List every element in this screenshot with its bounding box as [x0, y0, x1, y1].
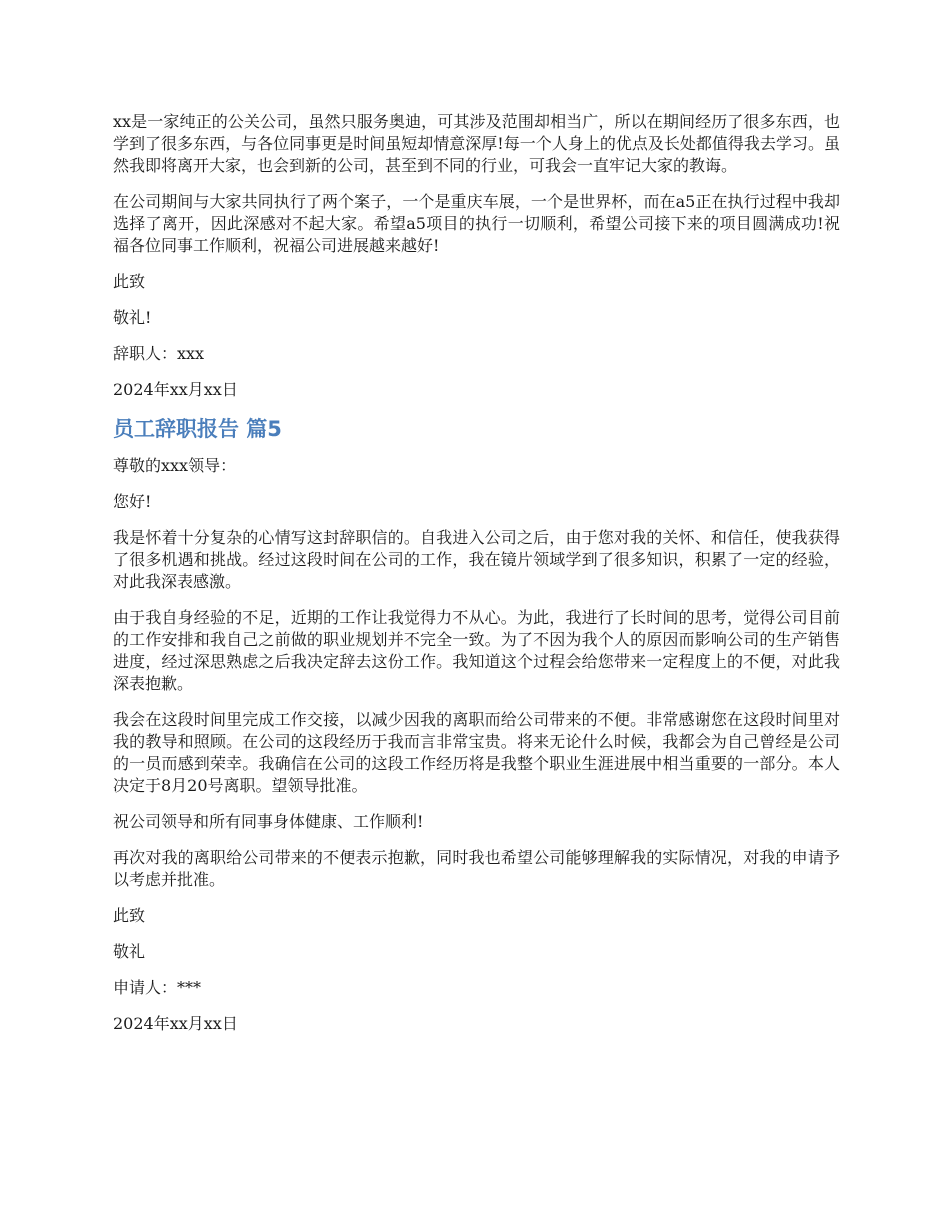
closing-regards: 敬礼: [113, 942, 146, 961]
body-paragraph-gratitude: 我是怀着十分复杂的心情写这封辞职信的。自我进入公司之后，由于您对我的关怀、和信任，使我获得了很多机遇和挑战。经过这段时间在公司的工作，我在镜片领域学到了很多知识，积累了一定的经验，对此我深表感激。: [113, 528, 840, 591]
closing-salutation: 此致: [113, 272, 146, 291]
greeting-hello: 您好!: [113, 492, 152, 511]
body-paragraph-apology: 再次对我的离职给公司带来的不便表示抱歉，同时我也希望公司能够理解我的实际情况，对我的申请予以考虑并批准。: [113, 848, 840, 889]
body-paragraph-handover: 我会在这段时间里完成工作交接，以减少因我的离职而给公司带来的不便。非常感谢您在这段时间里对我的教导和照顾。在公司的这段经历于我而言非常宝贵。将来无论什么时候，我都会为自己曾经是公司的一员而感到荣幸。我确信在公司的这段工作经历将是我整个职业生涯进展中相当重要的一部分。本人决定于8月20号离职。望领导批准。: [113, 710, 840, 795]
intro-paragraph: xx是一家纯正的公关公司，虽然只服务奥迪，可其涉及范围却相当广，所以在期间经历了很多东西，也学到了很多东西，与各位同事更是时间虽短却情意深厚!每一个人身上的优点及长处都值得我去学习。虽然我即将离开大家，也会到新的公司，甚至到不同的行业，可我会一直牢记大家的教诲。: [113, 112, 840, 175]
signature-line: 辞职人：xxx: [113, 344, 205, 363]
signature-line: 申请人：***: [113, 978, 202, 997]
section-heading: 员工辞职报告 篇5: [113, 417, 282, 441]
document-page: [113, 111, 840, 1049]
projects-paragraph: 在公司期间与大家共同执行了两个案子，一个是重庆车展，一个是世界杯，而在a5正在执行过程中我却选择了离开，因此深感对不起大家。希望a5项目的执行一切顺利，希望公司接下来的项目圆满成功!祝福各位同事工作顺利，祝福公司进展越来越好!: [113, 192, 840, 255]
date-line: 2024年xx月xx日: [113, 1014, 238, 1033]
closing-salutation: 此致: [113, 906, 146, 925]
body-paragraph-reason: 由于我自身经验的不足，近期的工作让我觉得力不从心。为此，我进行了长时间的思考，觉得公司目前的工作安排和我自己之前做的职业规划并不完全一致。为了不因为我个人的原因而影响公司的生产销售进度，经过深思熟虑之后我决定辞去这份工作。我知道这个过程会给您带来一定程度上的不便，对此我深表抱歉。: [113, 608, 840, 693]
greeting-addressee: 尊敬的xxx领导：: [113, 456, 237, 475]
body-paragraph-wishes: 祝公司领导和所有同事身体健康、工作顺利!: [113, 812, 424, 831]
date-line: 2024年xx月xx日: [113, 380, 238, 399]
closing-regards: 敬礼!: [113, 308, 152, 327]
